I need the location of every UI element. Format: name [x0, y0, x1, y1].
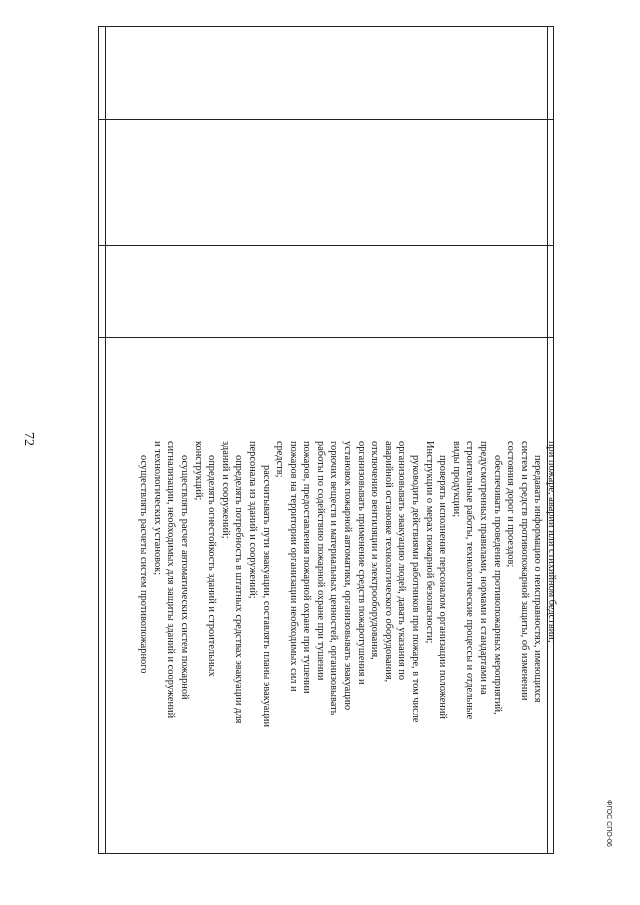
text-line: определять огнестойкость зданий и строительных	[206, 455, 218, 677]
text-line: Инструкции о мерах пожарной безопасности;	[423, 441, 435, 644]
text-line: при пожаре, аварии или стихийном бедствии;	[546, 441, 557, 643]
text-line: виды продукции;	[450, 441, 462, 518]
text-line: персонала из зданий и сооружений;	[246, 441, 258, 599]
skills-cell-text	[137, 441, 558, 851]
text-line: работы по содействию пожарной охране при тушении	[314, 441, 326, 681]
text-line: предусмотренных правилами, нормами и стандартами на	[478, 441, 490, 695]
text-line: проверять исполнение персоналом организации положений	[437, 455, 449, 719]
text-line: зданий и сооружений;	[219, 441, 231, 539]
text-line: передавать информацию о неисправностях, имеющихся	[532, 455, 544, 703]
column-divider	[105, 27, 106, 853]
text-line: систем и средств противопожарной защиты, об изменении	[518, 441, 530, 701]
text-line: пожаров на территории организации необходимых сил и	[287, 441, 299, 692]
text-line: строительные работы, технологические процессы и отдельные	[464, 441, 476, 720]
text-line: осуществлять расчеты систем противопожарного	[138, 455, 150, 674]
text-line: руководить действиями работников при пожаре, в том числе	[410, 455, 422, 723]
text-line: организовывать применение средств пожаротушения и	[355, 441, 367, 685]
document-code: ФГОС СПО-06	[605, 800, 612, 847]
text-line: средств;	[274, 441, 286, 478]
text-line: пожаров, предоставления пожарной охране при тушении	[301, 441, 313, 694]
text-line: осуществлять расчет автоматических систем пожарной	[178, 455, 190, 700]
text-line: аварийной остановке технологического оборудования,	[382, 441, 394, 683]
text-line: конструкций;	[192, 441, 204, 501]
text-line: и технологических установок;	[151, 441, 163, 576]
text-line: обеспечивать проведение противопожарных мероприятий,	[491, 455, 503, 715]
text-line: организовывать эвакуацию людей, давать указания по	[396, 441, 408, 681]
row-divider	[99, 337, 553, 338]
text-line: рассчитывать пути эвакуации, составлять планы эвакуации	[260, 465, 272, 728]
text-line: горючих веществ и материальных ценностей, организовывать	[328, 441, 340, 716]
row-divider	[99, 245, 553, 246]
text-line: сигнализации, необходимых для защиты зданий и сооружений	[165, 441, 177, 719]
row-divider	[99, 119, 553, 120]
page-number: 72	[21, 432, 36, 446]
text-line: установок пожарной автоматики, организовывать эвакуацию	[342, 441, 354, 711]
text-line: отключению вентиляции и электрооборудования,	[369, 441, 381, 660]
text-line: определять потребность в штатных средствах эвакуации для	[233, 455, 245, 724]
text-line: состояния дорог и проездов;	[505, 441, 517, 568]
